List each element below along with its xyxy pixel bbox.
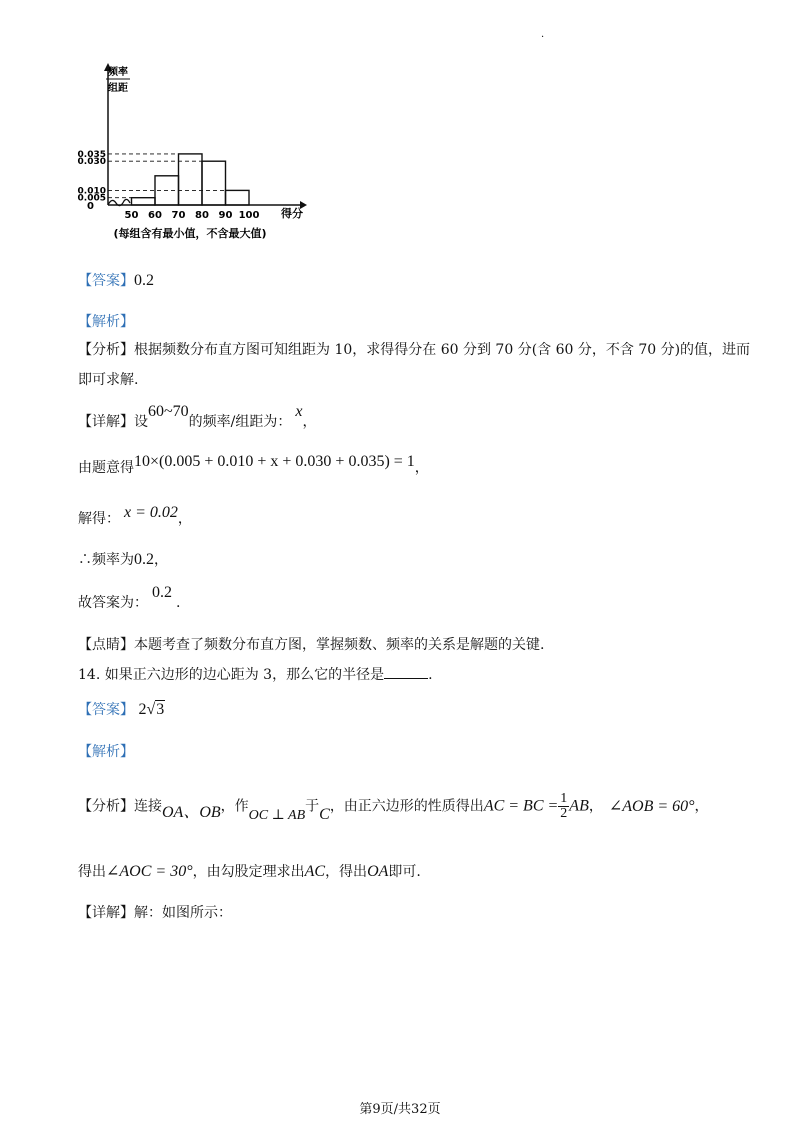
answer-tag: 【答案】 <box>78 702 134 718</box>
answer-radicand: 3 <box>156 701 165 718</box>
line2-b: ，由勾股定理求出 <box>192 864 305 880</box>
q14-fenxi-line1 <box>78 792 709 821</box>
q14-question <box>78 664 433 685</box>
detail-range: 60~70 <box>148 403 189 420</box>
q13-solve-line <box>78 504 192 529</box>
q13-detail-line <box>78 403 317 432</box>
origin-label: 0 <box>87 201 94 212</box>
x-tick-label-70: 70 <box>171 210 186 221</box>
solve-prefix: 解得： <box>78 511 120 527</box>
freq-value: 0.2 <box>134 551 154 568</box>
fenxi-b: ，作 <box>220 798 249 815</box>
fenxi-text: 根据频数分布直方图可知组距为 10，求得得分在 60 分到 70 分(含 60 分，不含 70 分)的值，进而 <box>134 342 751 358</box>
fenxi-a: 连接 <box>134 798 162 815</box>
half-fraction <box>558 792 569 821</box>
fenxi-e: ， <box>588 798 603 815</box>
detail-she: 设 <box>134 414 148 430</box>
detail-tag: 【详解】 <box>78 905 134 921</box>
y-tick-label-0.010: 0.010 <box>77 186 106 197</box>
eq-suffix: ， <box>414 460 429 476</box>
fraction-numerator: 1 <box>560 791 568 806</box>
q13-equation-line <box>78 453 429 478</box>
chart-note: (每组含有最小值，不含最大值) <box>113 227 267 240</box>
x-tick-label-80: 80 <box>195 210 209 221</box>
histogram-y-ticks <box>78 150 106 204</box>
line2-angle-aoc: ∠AOC = 30° <box>106 863 193 880</box>
page-dot: · <box>541 32 545 43</box>
detail-comma: ， <box>302 414 317 430</box>
detail-mid: 的频率/组距为： <box>188 414 292 430</box>
q13-fenxi-line2: 即可求解. <box>78 372 139 388</box>
line2-c: ，得出 <box>325 864 368 880</box>
fenxi-f: ， <box>694 798 709 815</box>
x-axis-label: 得分 <box>281 207 303 220</box>
histogram-bars <box>132 154 250 205</box>
detail-var: x <box>295 403 303 420</box>
q13-dianjing-line <box>78 635 544 655</box>
q13-answer-line <box>78 271 154 291</box>
dianjing-text: 本题考查了频数分布直方图，掌握频数、频率的关系是解题的关键. <box>134 637 545 653</box>
y-axis-label-top: 频率 <box>108 67 128 78</box>
fenxi-ab: AB <box>569 797 589 815</box>
fenxi-oa-ob: OA、OB <box>162 803 221 821</box>
equation: 10×(0.005 + 0.010 + x + 0.030 + 0.035) = 1 <box>134 453 415 470</box>
eq-prefix: 由题意得 <box>78 460 134 476</box>
y-tick-label-0.035: 0.035 <box>77 149 106 160</box>
fenxi-perp: OC ⊥ AB <box>248 807 306 823</box>
answer-value: 0.2 <box>134 272 154 289</box>
page-footer: 第9页/共32页 <box>359 1102 441 1117</box>
x-tick-label-100: 100 <box>238 210 260 221</box>
fenxi-c-point: C <box>319 805 330 823</box>
x-tick-label-90: 90 <box>218 210 233 221</box>
histogram-axes <box>104 63 307 209</box>
y-tick-label-0.005: 0.005 <box>77 193 106 204</box>
final-suffix: . <box>176 595 181 611</box>
fenxi-c: 于 <box>305 798 320 815</box>
q13-analysis-tag: 【解析】 <box>78 314 134 330</box>
fenxi-d: ，由正六边形的性质得出 <box>329 798 484 815</box>
histogram-bar-90-100 <box>226 190 250 205</box>
final-value: 0.2 <box>152 584 172 601</box>
line2-a: 得出 <box>78 864 106 880</box>
histogram-bar-80-90 <box>202 161 226 205</box>
q14-answer-line <box>78 700 165 720</box>
answer-coefficient: 2 <box>138 701 147 718</box>
detail-tag: 【详解】 <box>78 414 134 430</box>
x-tick-label-50: 50 <box>124 210 139 221</box>
y-axis-label-bottom: 组距 <box>108 83 128 94</box>
q13-frequency-line <box>78 550 168 570</box>
freq-prefix: ∴频率为 <box>78 552 134 568</box>
q14-question-end: . <box>428 667 433 683</box>
q13-fenxi-line1 <box>78 340 750 360</box>
solve-suffix: ， <box>177 511 192 527</box>
y-tick-label-0.030: 0.030 <box>77 157 106 168</box>
line2-d: 即可. <box>388 864 421 880</box>
histogram-bar-50-60 <box>132 198 156 205</box>
final-prefix: 故答案为： <box>78 595 148 611</box>
x-tick-label-60: 60 <box>148 210 162 221</box>
answer-tag: 【答案】 <box>78 273 134 289</box>
fraction-denominator: 2 <box>560 806 568 821</box>
solve-eq: x = 0.02 <box>124 504 178 521</box>
histogram-bar-70-80 <box>179 154 203 205</box>
q14-fenxi-line2 <box>78 862 421 882</box>
sqrt-icon: √ <box>146 701 156 718</box>
histogram-x-ticks <box>125 210 260 221</box>
detail-text: 解：如图所示： <box>134 905 232 921</box>
answer-blank <box>384 664 428 679</box>
fenxi-tag: 【分析】 <box>78 342 134 358</box>
fenxi-tag: 【分析】 <box>78 798 134 815</box>
dianjing-tag: 【点睛】 <box>78 637 134 653</box>
fenxi-eq-left: AC = BC = <box>483 797 559 815</box>
frequency-histogram <box>60 55 320 250</box>
q13-final-line <box>78 584 181 613</box>
q14-question-text: 14. 如果正六边形的边心距为 3，那么它的半径是 <box>78 667 385 683</box>
q14-detail-line <box>78 903 232 923</box>
line2-ac: AC <box>304 863 326 880</box>
fenxi-angle-aob: ∠AOB = 60° <box>608 797 695 815</box>
freq-suffix: ， <box>154 552 168 568</box>
line2-oa: OA <box>367 863 389 880</box>
q14-analysis-tag: 【解析】 <box>78 744 134 760</box>
